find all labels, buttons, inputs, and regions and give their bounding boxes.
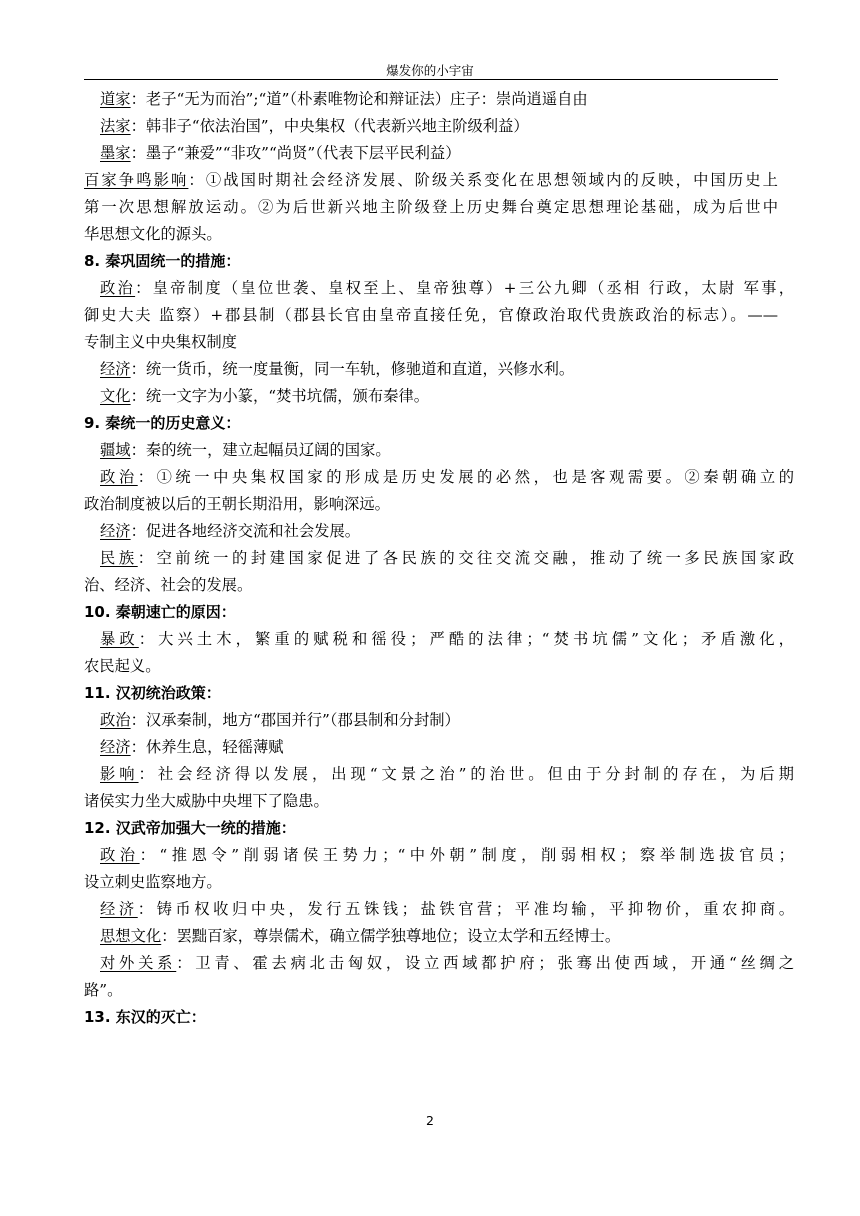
- line-text: 农民起义。: [84, 657, 161, 675]
- doc-line: [84, 86, 794, 113]
- doc-line: [84, 950, 794, 977]
- doc-line: [84, 734, 794, 761]
- topic-label: 百家争鸣影响: [84, 171, 189, 189]
- topic-label: 暴政: [100, 630, 139, 648]
- line-text: ：①统一中央集权国家的形成是历史发展的必然，也是客观需要。②秦朝确立的: [137, 468, 794, 486]
- doc-line: [84, 572, 778, 599]
- topic-label: 经济: [100, 738, 131, 756]
- doc-line: [84, 167, 778, 194]
- doc-line: [84, 761, 794, 788]
- line-text: 9. 秦统一的历史意义：: [84, 414, 241, 432]
- doc-line: [84, 788, 778, 815]
- topic-label: 经济: [100, 900, 138, 918]
- section-heading: [84, 680, 778, 707]
- line-text: 13. 东汉的灭亡：: [84, 1008, 206, 1026]
- topic-label: 民族: [100, 549, 138, 567]
- line-text: 治、经济、社会的发展。: [84, 576, 253, 594]
- doc-line: [84, 383, 794, 410]
- topic-label: 政治: [100, 468, 138, 486]
- doc-line: [84, 896, 794, 923]
- doc-line: [84, 275, 794, 302]
- doc-line: [84, 977, 778, 1004]
- doc-line: [84, 923, 794, 950]
- topic-label: 道家: [100, 90, 131, 108]
- line-text: ：休养生息，轻徭薄赋: [130, 738, 284, 756]
- line-text: 10. 秦朝速亡的原因：: [84, 603, 236, 621]
- line-text: 华思想文化的源头。: [84, 225, 222, 243]
- doc-line: [84, 437, 794, 464]
- topic-label: 政治: [100, 711, 131, 729]
- line-text: 专制主义中央集权制度: [84, 333, 237, 351]
- section-heading: [84, 599, 778, 626]
- doc-line: [84, 842, 794, 869]
- topic-label: 对外关系: [100, 954, 177, 972]
- line-text: ：统一货币，统一度量衡，同一车轨，修驰道和直道，兴修水利。: [130, 360, 575, 378]
- doc-line: [84, 140, 794, 167]
- line-text: ：老子“无为而治”;“道”（朴素唯物论和辩证法）庄子：崇尚逍遥自由: [130, 90, 588, 108]
- doc-line: [84, 491, 778, 518]
- doc-line: [84, 113, 794, 140]
- doc-line: [84, 626, 794, 653]
- line-text: ：“推恩令”削弱诸侯王势力；“中外朝”制度，削弱相权；察举制选拔官员；: [139, 846, 794, 864]
- page-header: 爆发你的小宇宙: [386, 63, 474, 78]
- line-text: ：铸币权收归中央，发行五铢钱；盐铁官营；平准均输，平抑物价，重农抑商。: [137, 900, 794, 918]
- topic-label: 经济: [100, 360, 131, 378]
- topic-label: 政治: [100, 279, 136, 297]
- doc-line: [84, 545, 794, 572]
- doc-line: [84, 707, 794, 734]
- line-text: ：①战国时期社会经济发展、阶级关系变化在思想领域内的反映，中国历史上: [188, 171, 778, 189]
- doc-line: [84, 356, 794, 383]
- line-text: 第一次思想解放运动。②为后世新兴地主阶级登上历史舞台奠定思想理论基础，成为后世中: [84, 198, 778, 216]
- header-rule: [84, 79, 778, 80]
- section-heading: [84, 1004, 778, 1031]
- topic-label: 思想文化: [100, 927, 162, 945]
- doc-line: [84, 518, 794, 545]
- line-text: 11. 汉初统治政策：: [84, 684, 221, 702]
- doc-line: [84, 194, 778, 221]
- line-text: ：促进各地经济交流和社会发展。: [130, 522, 361, 540]
- doc-line: [84, 653, 778, 680]
- line-text: 路”。: [84, 981, 123, 999]
- doc-line: [84, 302, 778, 329]
- topic-label: 墨家: [100, 144, 131, 162]
- doc-line: [84, 221, 778, 248]
- topic-label: 政治: [100, 846, 140, 864]
- line-text: ：罢黜百家，尊崇儒术，确立儒学独尊地位；设立太学和五经博士。: [161, 927, 621, 945]
- topic-label: 文化: [100, 387, 131, 405]
- section-heading: [84, 815, 778, 842]
- line-text: ：统一文字为小篆，“焚书坑儒，颁布秦律。: [130, 387, 430, 405]
- line-text: 御史大夫 监察）+郡县制（郡县长官由皇帝直接任免，官僚政治取代贵族政治的标志）。——: [84, 306, 778, 324]
- line-text: ：墨子“兼爱”“非攻”“尚贤”（代表下层平民利益）: [130, 144, 461, 162]
- page-number: 2: [426, 1113, 434, 1128]
- section-heading: [84, 248, 778, 275]
- line-text: ：卫青、霍去病北击匈奴，设立西域都护府；张骞出使西域，开通“丝绸之: [176, 954, 794, 972]
- section-heading: [84, 410, 778, 437]
- line-text: ：社会经济得以发展，出现“文景之治”的治世。但由于分封制的存在，为后期: [138, 765, 794, 783]
- topic-label: 经济: [100, 522, 131, 540]
- line-text: 政治制度被以后的王朝长期沿用，影响深远。: [84, 495, 390, 513]
- line-text: ：大兴土木，繁重的赋税和徭役；严酷的法律；“焚书坑儒”文化；矛盾激化，: [138, 630, 794, 648]
- line-text: 诸侯实力坐大威胁中央埋下了隐患。: [84, 792, 329, 810]
- line-text: 8. 秦巩固统一的措施：: [84, 252, 241, 270]
- doc-line: [84, 464, 794, 491]
- topic-label: 疆域: [100, 441, 131, 459]
- line-text: ：皇帝制度（皇位世袭、皇权至上、皇帝独尊）+三公九卿（丞相 行政，太尉 军事，: [135, 279, 794, 297]
- line-text: ：韩非子“依法治国”，中央集权（代表新兴地主阶级利益）: [130, 117, 529, 135]
- topic-label: 影响: [100, 765, 139, 783]
- doc-line: [84, 869, 778, 896]
- topic-label: 法家: [100, 117, 131, 135]
- line-text: 设立刺史监察地方。: [84, 873, 222, 891]
- line-text: 12. 汉武帝加强大一统的措施：: [84, 819, 296, 837]
- line-text: ：秦的统一，建立起幅员辽阔的国家。: [130, 441, 391, 459]
- line-text: ：汉承秦制，地方“郡国并行”（郡县制和分封制）: [130, 711, 460, 729]
- doc-line: [84, 329, 778, 356]
- line-text: ：空前统一的封建国家促进了各民族的交往交流交融，推动了统一多民族国家政: [137, 549, 794, 567]
